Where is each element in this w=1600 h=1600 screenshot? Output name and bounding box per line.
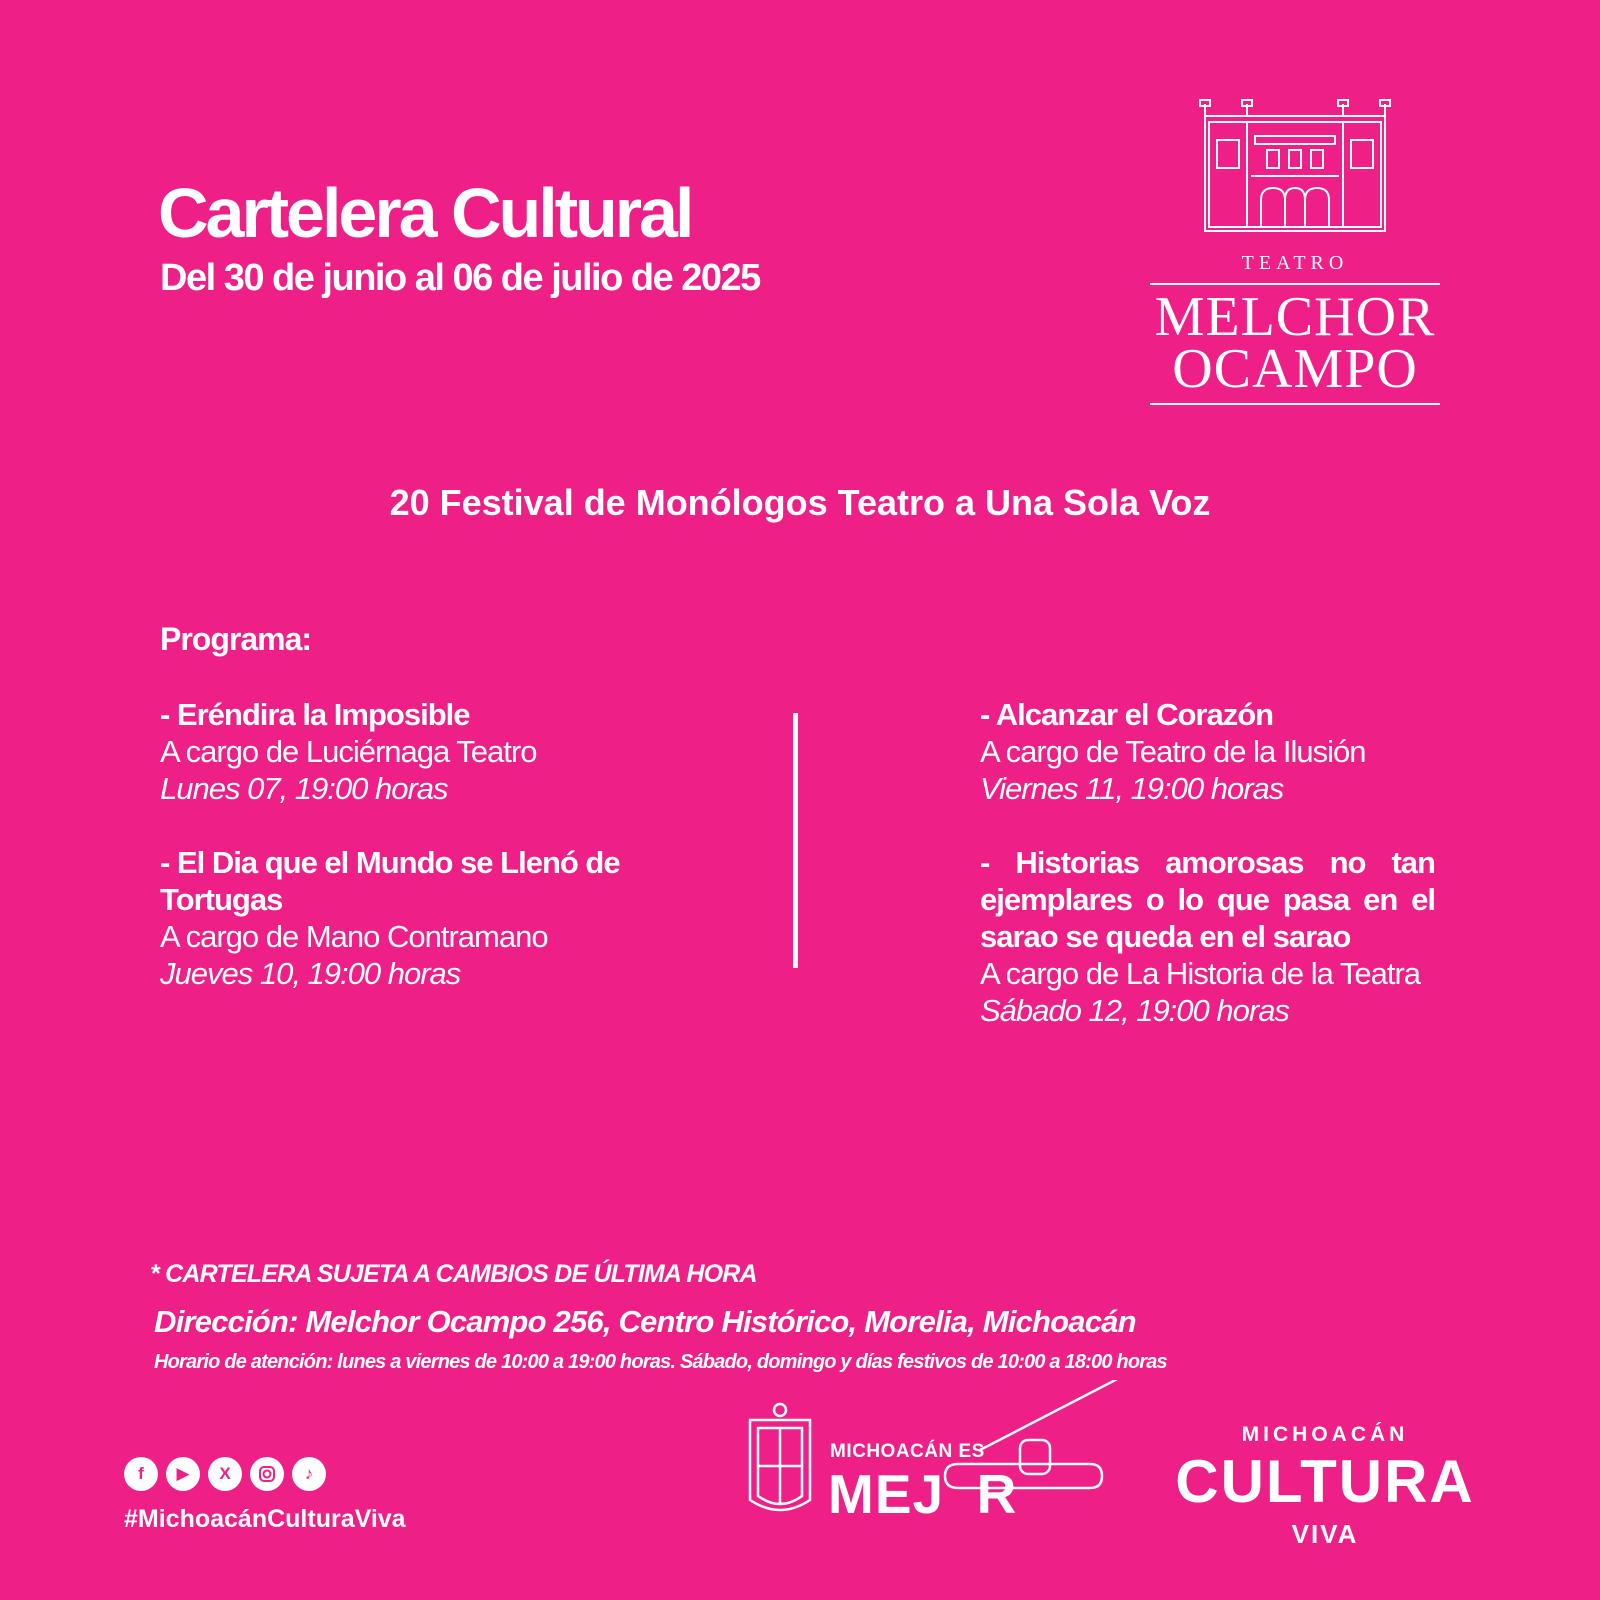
event-item [160,696,630,807]
event-item [980,844,1435,1029]
date-range: Del 30 de junio al 06 de julio de 2025 [160,257,760,299]
teatro-name-line1: MELCHOR [1154,286,1436,348]
address: Dirección: Melchor Ocampo 256, Centro Histórico, Morelia, Michoacán [154,1304,1136,1339]
page-title: Cartelera Cultural [158,174,692,252]
program-column-left [160,696,630,1029]
disclaimer: * CARTELERA SUJETA A CAMBIOS DE ÚLTIMA HORA [150,1260,757,1288]
youtube-icon[interactable]: ▶ [166,1457,200,1491]
event-item [980,696,1435,807]
teatro-name-line2: OCAMPO [1172,338,1418,400]
event-company: A cargo de Teatro de la Ilusión [980,734,1366,769]
event-title: - Alcanzar el Corazón [980,697,1274,732]
michoacan-es-label: MICHOACÁN ES [830,1441,985,1462]
facebook-icon[interactable]: f [124,1457,158,1491]
instagram-icon[interactable] [250,1457,284,1491]
event-company: A cargo de Luciérnaga Teatro [160,734,537,769]
event-title: - Historias amorosas no tan ejemplares o lo que pasa en el sarao se queda en el sarao [980,845,1435,954]
event-item [160,844,630,992]
teatro-logo [1150,96,1440,411]
logo-rule-bottom [1150,403,1440,405]
social-icons [124,1457,326,1491]
opening-hours: Horario de atención: lunes a viernes de 10:00 a 19:00 horas. Sábado, domingo y días festivos de 10:00 a 18:00 horas [154,1351,1167,1373]
viva-label: VIVA [1291,1519,1359,1549]
cultura-michoacan-label: MICHOACÁN [1241,1423,1409,1446]
program-column-right [980,696,1435,1066]
tiktok-icon[interactable]: ♪ [292,1457,326,1491]
event-date: Jueves 10, 19:00 horas [160,956,461,991]
theater-building-icon [1195,96,1395,236]
mejor-label: MEJ R [828,1463,1018,1525]
column-divider [793,713,798,968]
x-icon[interactable]: X [208,1457,242,1491]
programa-label: Programa: [160,621,312,657]
event-date: Viernes 11, 19:00 horas [980,771,1284,806]
event-date: Sábado 12, 19:00 horas [980,993,1289,1028]
event-title: - El Dia que el Mundo se Llenó de Tortugas [160,845,620,917]
event-company: A cargo de Mano Contramano [160,919,548,954]
event-company: A cargo de La Historia de la Teatra [980,956,1421,991]
cultura-label: CULTURA [1175,1448,1475,1515]
logo-rule-top [1150,283,1440,285]
event-date: Lunes 07, 19:00 horas [160,771,448,806]
teatro-label: TEATRO [1241,252,1349,274]
event-title: - Eréndira la Imposible [160,697,470,732]
hashtag: #MichoacánCulturaViva [124,1505,406,1533]
festival-title: 20 Festival de Monólogos Teatro a Una Sola Voz [389,482,1211,523]
